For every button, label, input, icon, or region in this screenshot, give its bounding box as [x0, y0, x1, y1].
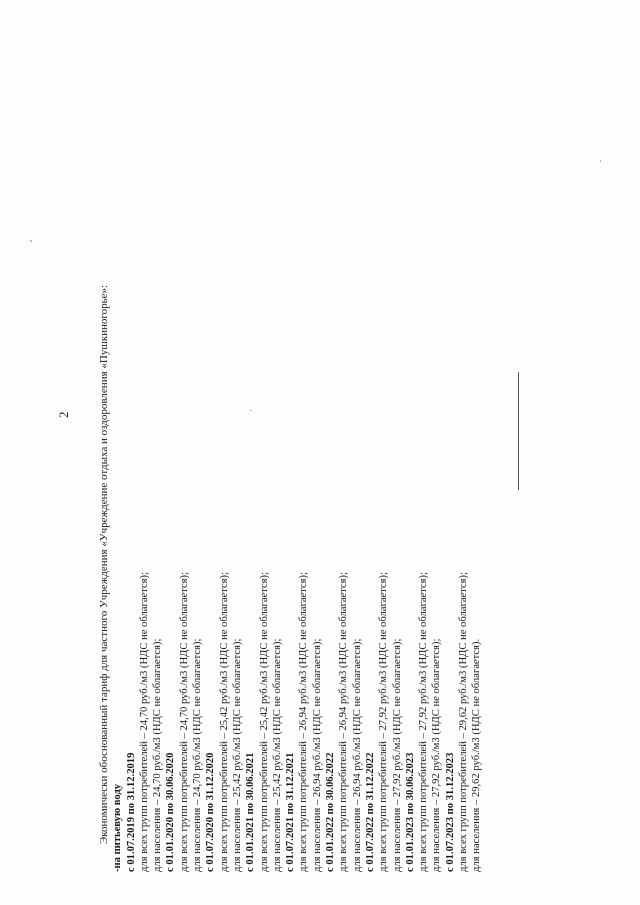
rotated-text-block — [98, 112, 484, 872]
period-title: с 01.07.2022 по 31.12.2022 — [364, 752, 376, 872]
period-title: с 01.01.2020 по 30.06.2020 — [165, 752, 177, 872]
tariff-all-consumers: для всех групп потребителей – 25,42 руб./м3 (НДС не облагается); — [258, 571, 270, 872]
tariff-all-consumers: для всех групп потребителей – 24,70 руб./м3 (НДС не облагается); — [178, 571, 190, 872]
tariff-all-consumers: для всех групп потребителей – 27,92 руб./м3 (НДС не облагается); — [378, 571, 390, 872]
period-title: с 01.01.2023 по 30.06.2023 — [404, 752, 416, 872]
tariff-all-consumers: для всех групп потребителей – 25,42 руб./м3 (НДС не облагается); — [218, 571, 230, 872]
tariff-all-consumers: для всех групп потребителей – 24,70 руб./м3 (НДС не облагается); — [138, 571, 150, 872]
tariff-all-consumers: для всех групп потребителей – 29,62 руб./м3 (НДС не облагается); — [458, 571, 470, 872]
tariff-population: для населения – 26,94 руб./м3 (НДС не облагается); — [311, 638, 323, 872]
period-title: с 01.07.2021 по 31.12.2021 — [285, 752, 297, 872]
tariff-population: для населения – 24,70 руб./м3 (НДС не облагается); — [192, 638, 204, 872]
scan-speck — [600, 160, 601, 162]
page-number: 2 — [56, 411, 71, 418]
tariff-population: для населения – 27,92 руб./м3 (НДС не облагается); — [431, 638, 443, 872]
section-title: -на питьевую воду — [112, 784, 124, 872]
tariff-population: для населения – 26,94 руб./м3 (НДС не облагается); — [351, 638, 363, 872]
tariff-population: для населения – 25,42 руб./м3 (НДС не облагается); — [231, 638, 243, 872]
tariff-population: для населения – 24,70 руб./м3 (НДС не облагается); — [152, 638, 164, 872]
tariff-all-consumers: для всех групп потребителей – 26,94 руб./м3 (НДС не облагается); — [338, 571, 350, 872]
period-title: с 01.01.2022 по 30.06.2022 — [325, 752, 337, 872]
document-heading: Экономически обоснованный тариф для частного Учреждения «Учреждение отдыха и оздоровления «Пушкиногорье»: — [98, 284, 110, 844]
tariff-all-consumers: для всех групп потребителей – 27,92 руб./м3 (НДС не облагается); — [418, 571, 430, 872]
period-title: с 01.07.2023 по 31.12.2023 — [444, 752, 456, 872]
period-title: с 01.07.2020 по 31.12.2020 — [205, 752, 217, 872]
tariff-population: для населения – 27,92 руб./м3 (НДС не облагается); — [391, 638, 403, 872]
scan-speck — [30, 240, 32, 242]
margin-rule — [518, 372, 519, 490]
tariff-population: для населения – 29,62 руб./м3 (НДС не облагается). — [471, 638, 483, 872]
tariff-all-consumers: для всех групп потребителей – 26,94 руб./м3 (НДС не облагается); — [298, 571, 310, 872]
period-title: с 01.07.2019 по 31.12.2019 — [125, 752, 137, 872]
tariff-population: для населения – 25,42 руб./м3 (НДС не облагается); — [271, 638, 283, 872]
period-title: с 01.01.2021 по 30.06.2021 — [245, 752, 257, 872]
